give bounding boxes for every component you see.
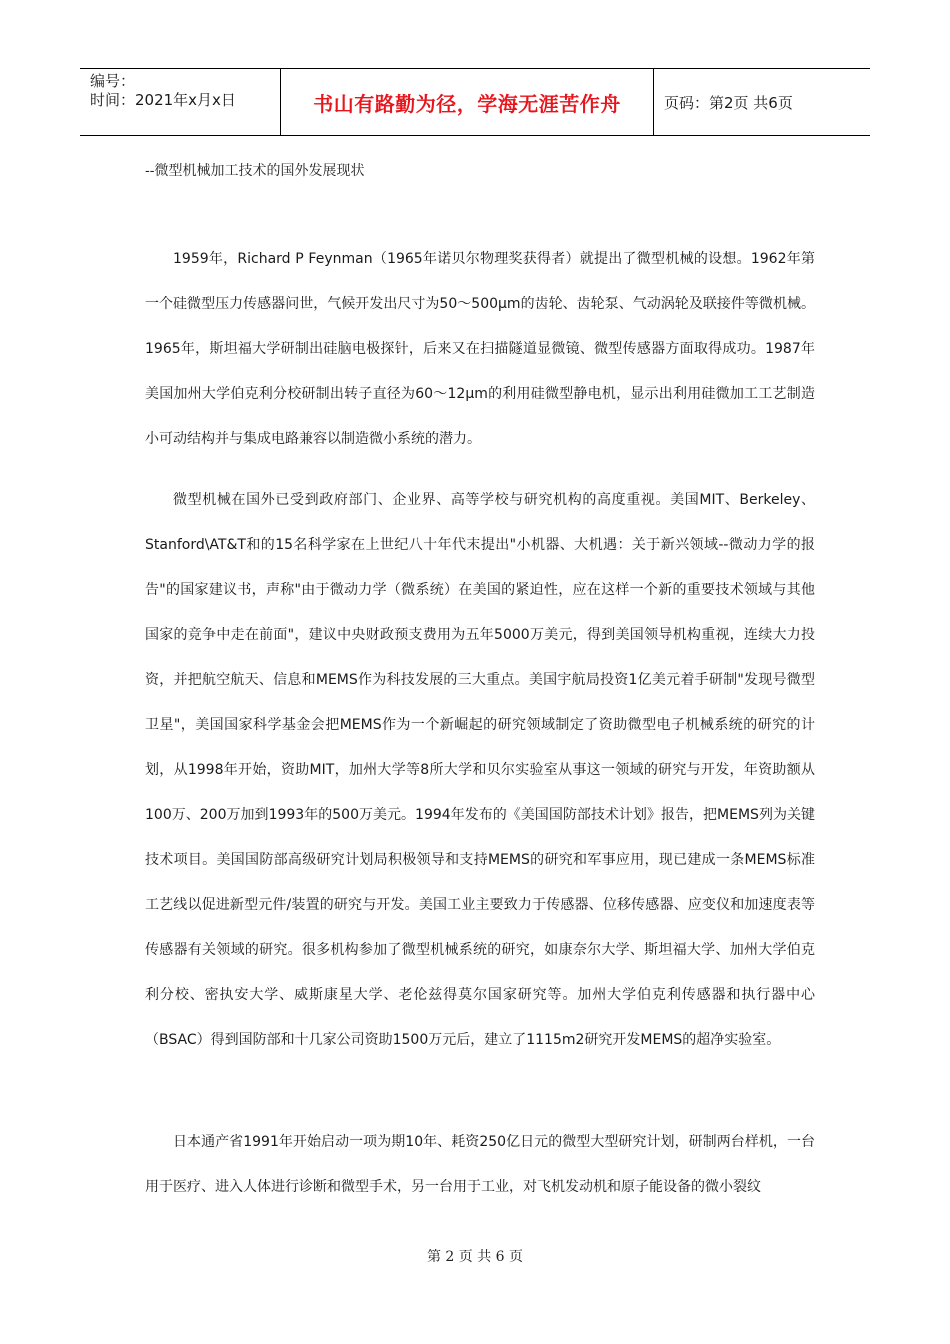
motto-text: 书山有路勤为径，学海无涯苦作舟 (313, 91, 621, 116)
header-meta-cell (80, 69, 281, 135)
paragraph: 1959年，Richard P Feynman（1965年诺贝尔物理奖获得者）就提出了微型机械的设想。1962年第一个硅微型压力传感器问世，气候开发出尺寸为50～500μm的齿轮、齿轮泵、气动涡轮及联接件等微机械。1965年，斯坦福大学研制出硅脑电极探针，后来又在扫描隧道显微镜、微型传感器方面取得成功。1987年美国加州大学伯克利分校研制出转子直径为60～12μm的利用硅微型静电机，显示出利用硅微加工工艺制造小可动结构并与集成电路兼容以制造微小系统的潜力。 (145, 251, 815, 447)
header-motto-cell (281, 69, 654, 135)
page-info: 页码：第2页 共6页 (664, 93, 793, 112)
paragraph: 日本通产省1991年开始启动一项为期10年、耗资250亿日元的微型大型研究计划，研制两台样机，一台用于医疗、进入人体进行诊断和微型手术，另一台用于工业，对飞机发动机和原子能设备的微小裂纹 (145, 1134, 815, 1195)
page-footer: 第 2 页 共 6 页 (426, 1249, 524, 1265)
header-page-cell (654, 69, 870, 135)
section-subtitle: --微型机械加工技术的国外发展现状 (145, 163, 365, 179)
time-label: 时间：2021年x月x日 (90, 91, 236, 109)
number-label: 编号： (90, 72, 136, 90)
paragraph: 微型机械在国外已受到政府部门、企业界、高等学校与研究机构的高度重视。美国MIT、Berkeley、Stanford\AT&T和的15名科学家在上世纪八十年代末提出"小机器、大机遇：关于新兴领域--微动力学的报告"的国家建议书，声称"由于微动力学（微系统）在美国的紧迫性，应在这样一个新的重要技术领域与其他国家的竞争中走在前面"，建议中央财政预支费用为五年5000万美元，得到美国领导机构重视，连续大力投资，并把航空航天、信息和MEMS作为科技发展的三大重点。美国宇航局投资1亿美元着手研制"发现号微型卫星"，美国国家科学基金会把MEMS作为一个新崛起的研究领域制定了资助微型电子机械系统的研究的计划，从1998年开始，资助MIT，加州大学等8所大学和贝尔实验室从事这一领域的研究与开发，年资助额从100万、200万加到1993年的500万美元。1994年发布的《美国国防部技术计划》报告，把MEMS列为关键技术项目。美国国防部高级研究计划局积极领导和支持MEMS的研究和军事应用，现已建成一条MEMS标准工艺线以促进新型元件/装置的研究与开发。美国工业主要致力于传感器、位移传感器、应变仪和加速度表等传感器有关领域的研究。很多机构参加了微型机械系统的研究，如康奈尔大学、斯坦福大学、加州大学伯克利分校、密执安大学、威斯康星大学、老伦兹得莫尔国家研究等。加州大学伯克利传感器和执行器中心（BSAC）得到国防部和十几家公司资助1500万元后，建立了1115m2研究开发MEMS的超净实验室。 (145, 492, 815, 1048)
document-header (80, 68, 870, 136)
